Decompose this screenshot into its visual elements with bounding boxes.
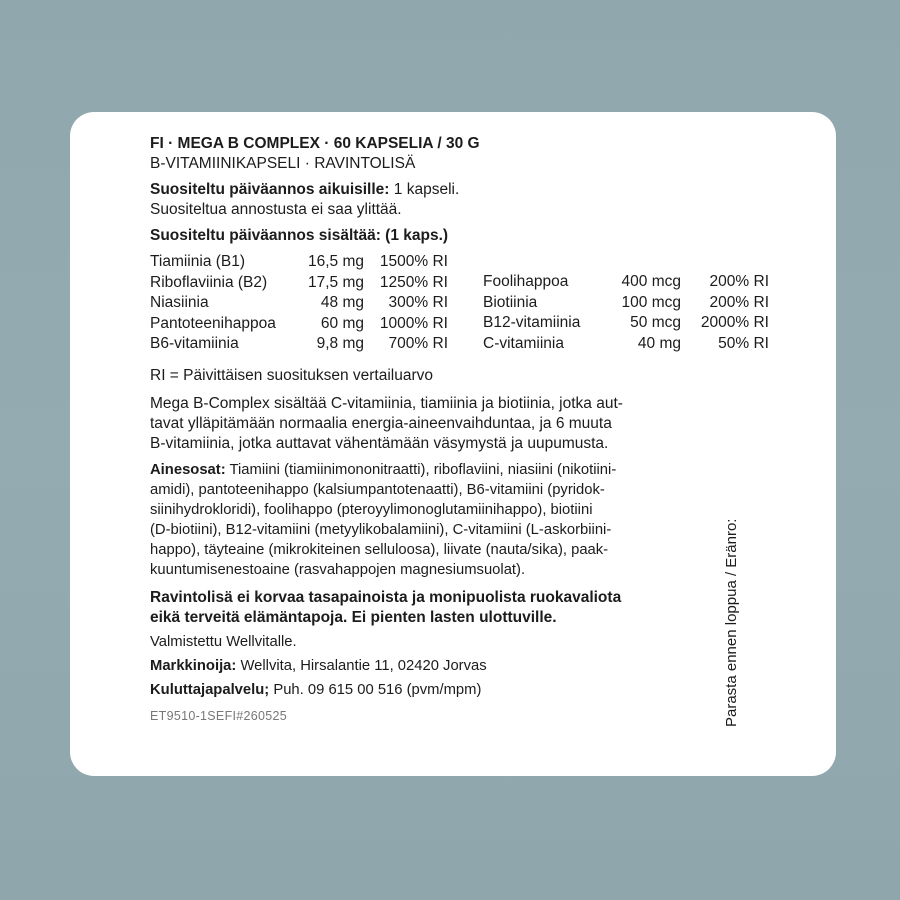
dosage-section [150, 180, 710, 220]
nutrient-row [150, 252, 448, 273]
product-label [70, 112, 836, 776]
nutrient-table [150, 252, 769, 358]
ingredients-line [150, 460, 710, 480]
ingredients-line: (D-biotiini), B12-vitamiini (metyylikobalamiini), C-vitamiini (L-askorbiini- [150, 522, 612, 538]
ri-note: RI = Päivittäisen suosituksen vertailuarvo [150, 367, 434, 384]
description [150, 394, 710, 454]
description-line: tavat ylläpitämään normaalia energia-aineenvaihduntaa, ja 6 muuta [150, 415, 612, 432]
nutrient-name: Biotiinia [483, 293, 538, 311]
customer-service [150, 680, 710, 700]
nutrient-name: Riboflaviinia (B2) [150, 273, 268, 291]
nutrient-ri: 1000% RI [379, 314, 448, 332]
nutrient-row [483, 313, 769, 334]
nutrient-row [483, 334, 769, 355]
ingredients-line: siinihydrokloridi), foolihappo (pteroyylimonoglutamiinihappo), biotiini [150, 502, 593, 518]
nutrient-name: B6-vitamiinia [150, 335, 239, 353]
customer-service-value: Puh. 09 615 00 516 (pvm/mpm) [269, 682, 482, 698]
nutrient-name: Tiamiinia (B1) [150, 253, 246, 271]
dosage-line [150, 180, 710, 200]
nutrient-row [483, 293, 769, 314]
nutrient-row [483, 272, 769, 293]
nutrient-amount: 48 mg [320, 294, 364, 312]
nutrient-ri: 1500% RI [379, 253, 448, 271]
nutrient-ri: 700% RI [388, 335, 448, 353]
dosage-value: 1 kapseli. [389, 181, 460, 198]
ingredients-line: kuuntumisenestoaine (rasvahappojen magnesiumsuolat). [150, 562, 526, 578]
description-line: B-vitamiinia, jotka auttavat vähentämään väsymystä ja uupumusta. [150, 435, 609, 452]
product-title: FI · MEGA B COMPLEX · 60 KAPSELIA / 30 G [150, 135, 480, 152]
nutrient-amount: 60 mg [320, 314, 364, 332]
warning-line: eikä terveitä elämäntapoja. Ei pienten lasten ulottuville. [150, 609, 557, 626]
nutrient-amount: 50 mcg [630, 314, 681, 332]
nutrient-name: Pantoteenihappoa [150, 314, 276, 332]
nutrient-table-left [150, 252, 448, 355]
nutrient-name: Niasiinia [150, 294, 209, 312]
nutrient-row [150, 314, 448, 335]
nutrient-name: B12-vitamiinia [483, 314, 581, 332]
marketer [150, 656, 710, 676]
nutrient-name: C-vitamiinia [483, 334, 564, 352]
nutrient-ri: 2000% RI [700, 314, 769, 332]
nutrient-name: Foolihappoa [483, 273, 569, 291]
ingredients-label: Ainesosat: [150, 462, 226, 478]
customer-service-label: Kuluttajapalvelu; [150, 682, 270, 698]
ingredients-text: Tiamiini (tiamiinimononitraatti), riboflaviini, niasiini (nikotiini- [225, 462, 617, 478]
marketer-value: Wellvita, Hirsalantie 11, 02420 Jorvas [236, 658, 487, 674]
nutrient-ri: 1250% RI [379, 273, 448, 291]
ingredients [150, 460, 710, 580]
nutrient-ri: 300% RI [388, 294, 448, 312]
product-code: ET9510-1SEFI#260525 [150, 709, 288, 723]
dosage-note: Suositeltua annostusta ei saa ylittää. [150, 201, 402, 218]
nutrient-amount: 16,5 mg [307, 253, 364, 271]
nutrient-ri: 50% RI [718, 334, 769, 352]
ingredients-line: happo), täyteaine (mikrokiteinen selluloosa), liivate (nauta/sika), paak- [150, 542, 609, 558]
nutrient-table-right [483, 272, 769, 354]
nutrient-amount: 17,5 mg [307, 273, 364, 291]
nutrient-row [150, 334, 448, 355]
dosage-label: Suositeltu päiväannos aikuisille: [150, 181, 390, 198]
nutrient-amount: 40 mg [637, 334, 681, 352]
contents-heading: Suositeltu päiväannos sisältää: (1 kaps.) [150, 227, 449, 244]
nutrient-amount: 100 mcg [621, 293, 681, 311]
nutrient-ri: 200% RI [709, 273, 769, 291]
marketer-label: Markkinoija: [150, 658, 237, 674]
manufacturer: Valmistettu Wellvitalle. [150, 634, 297, 650]
ingredients-line: amidi), pantoteenihappo (kalsiumpantotenaatti), B6-vitamiini (pyridok- [150, 482, 605, 498]
nutrient-ri: 200% RI [709, 293, 769, 311]
best-before-text: Parasta ennen loppua / Eränro: [723, 518, 740, 727]
nutrient-row [150, 293, 448, 314]
warning-line: Ravintolisä ei korvaa tasapainoista ja monipuolista ruokavaliota [150, 589, 622, 606]
warning [150, 588, 710, 628]
description-line: Mega B-Complex sisältää C-vitamiinia, tiamiinia ja biotiinia, jotka aut- [150, 395, 623, 412]
nutrient-amount: 400 mcg [621, 273, 681, 291]
nutrient-row [150, 273, 448, 294]
nutrient-amount: 9,8 mg [316, 335, 364, 353]
product-subtitle: B-VITAMIINIKAPSELI · RAVINTOLISÄ [150, 155, 416, 172]
